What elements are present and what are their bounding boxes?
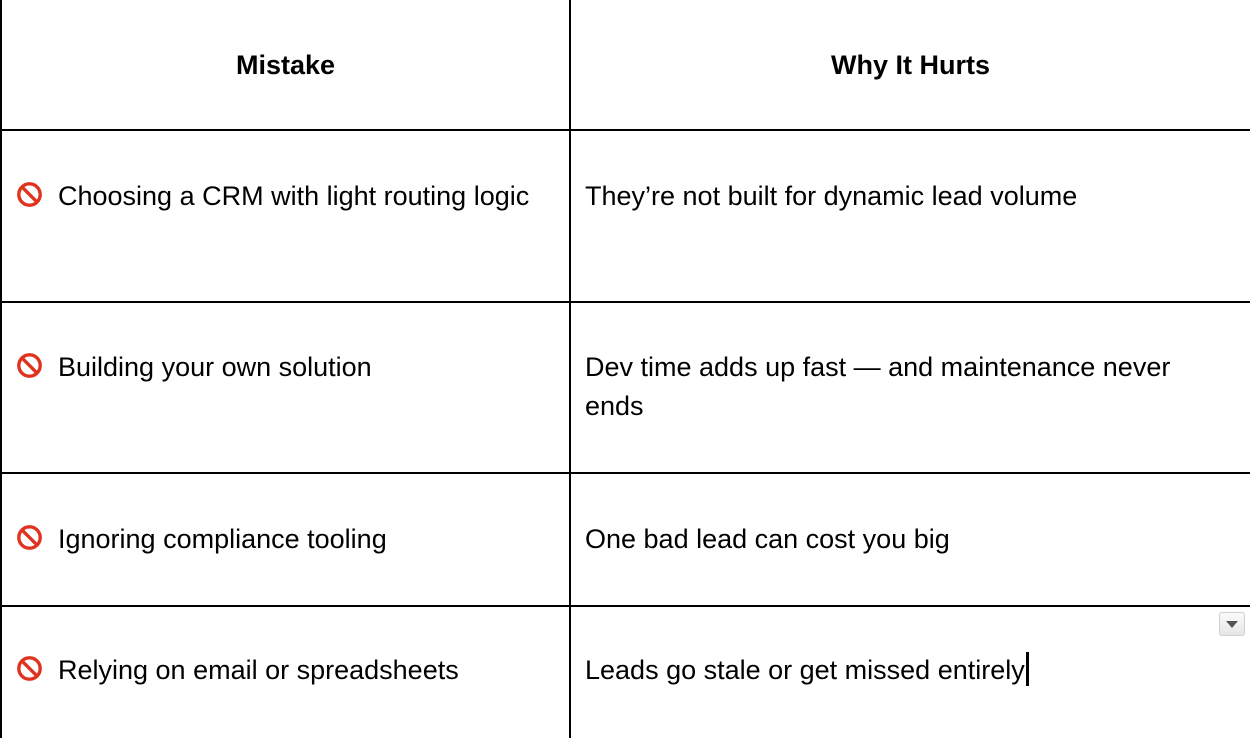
why-text: They’re not built for dynamic lead volume (585, 181, 1078, 211)
prohibited-icon (16, 352, 43, 379)
row-divider (0, 605, 1250, 607)
header-why-it-hurts: Why It Hurts (831, 49, 990, 80)
mistake-text: Choosing a CRM with light routing logic (58, 181, 530, 211)
cell-menu-dropdown-button[interactable] (1219, 612, 1245, 636)
header-mistake: Mistake (235, 49, 336, 80)
why-text: Dev time adds up fast — and maintenance never ends (585, 352, 1171, 421)
table-cell-mistake[interactable] (16, 177, 536, 216)
row-divider (0, 301, 1250, 303)
table-cell-why[interactable] (585, 520, 1235, 559)
text-cursor (1026, 652, 1029, 686)
mistake-text: Ignoring compliance tooling (58, 524, 387, 554)
table-cell-why[interactable] (585, 177, 1235, 216)
prohibited-icon (16, 181, 43, 208)
why-text: One bad lead can cost you big (585, 524, 950, 554)
mistake-text: Building your own solution (58, 352, 372, 382)
mistake-text: Relying on email or spreadsheets (58, 655, 459, 685)
prohibited-icon (16, 524, 43, 551)
table-cell-mistake[interactable] (16, 348, 536, 387)
prohibited-icon (16, 655, 43, 682)
table-cell-why[interactable] (585, 651, 1205, 690)
why-text: Leads go stale or get missed entirely (585, 655, 1025, 685)
table-cell-why[interactable] (585, 348, 1235, 426)
row-divider (0, 472, 1250, 474)
table-cell-mistake[interactable] (16, 651, 536, 690)
chevron-down-icon (1226, 621, 1238, 628)
table-cell-mistake[interactable] (16, 520, 536, 559)
